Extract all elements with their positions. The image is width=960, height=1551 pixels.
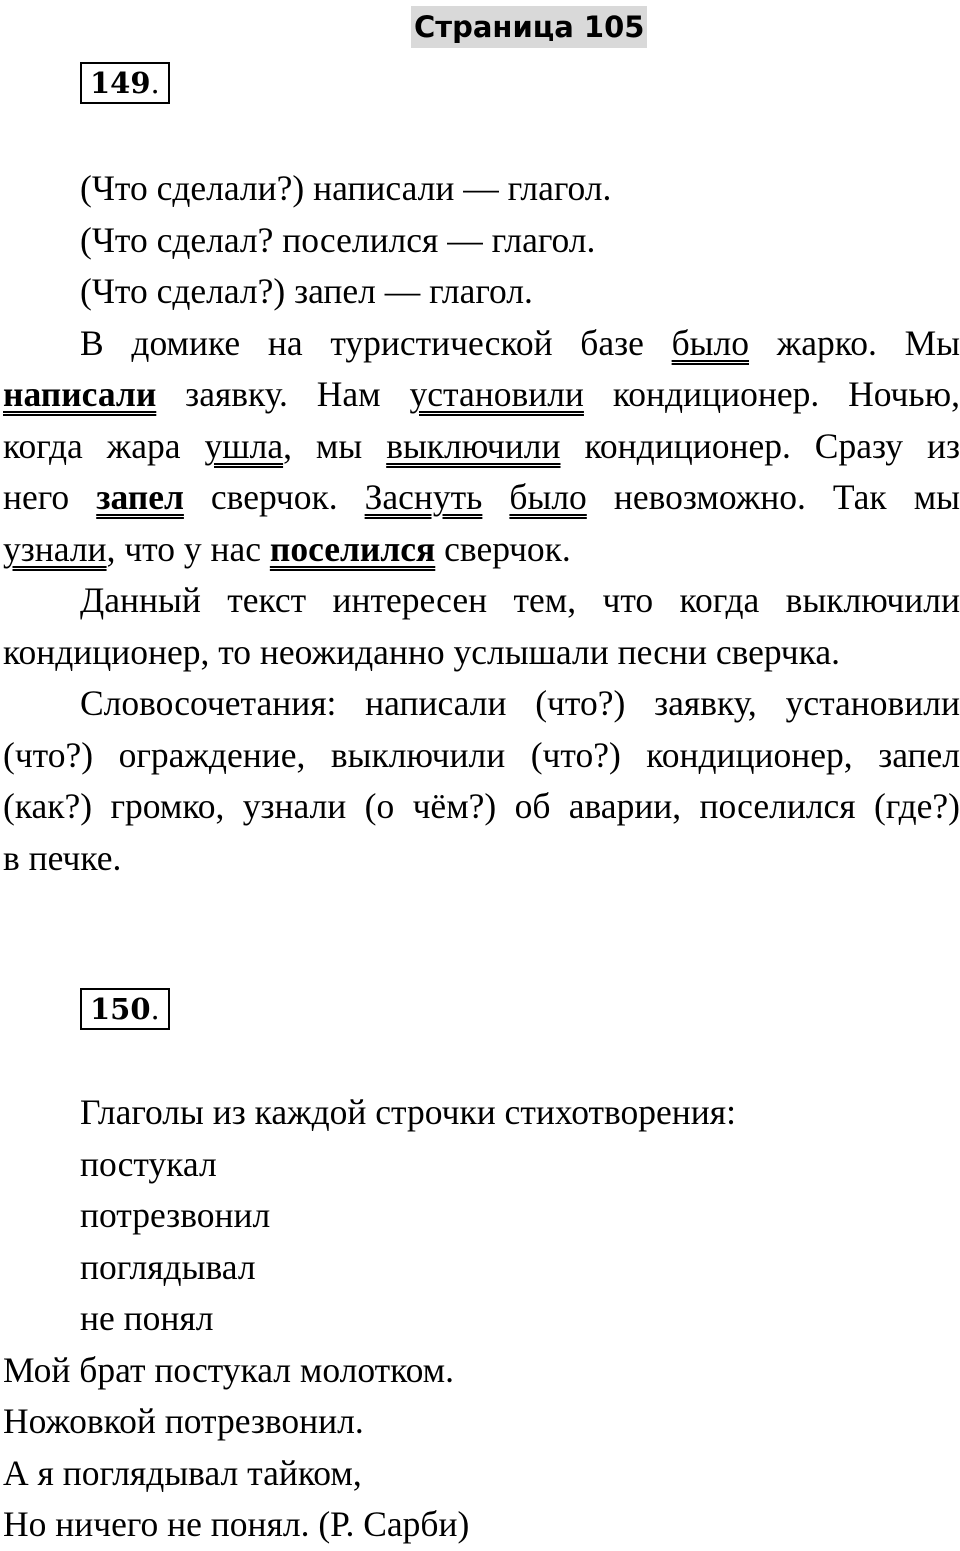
paragraph-line: (что?) ограждение, выключили (что?) кондиционер, запел: [3, 734, 960, 775]
predicate-word-bold: написали: [3, 374, 157, 414]
paragraph-line: [3, 369, 960, 421]
predicate-word: Заснуть: [364, 477, 483, 517]
text-fragment: когда жара: [3, 425, 205, 466]
text-fragment: , что у нас: [106, 528, 270, 569]
predicate-word-bold: запел: [96, 477, 184, 517]
paragraph-line: Данный текст интересен тем, что когда выключили: [80, 580, 960, 620]
text-fragment: сверчок.: [183, 477, 365, 517]
verb-item: не понял: [80, 1298, 214, 1338]
task-number-150: [80, 988, 170, 1030]
task-number-text: 150: [90, 992, 151, 1026]
verb-item: постукал: [80, 1143, 217, 1184]
predicate-word: узнали: [3, 528, 107, 569]
task-number-dot: .: [150, 992, 160, 1026]
paragraph-line: [3, 421, 960, 473]
text-fragment: жарко. Мы: [749, 322, 960, 363]
text-fragment: него: [3, 477, 97, 517]
predicate-word: установили: [409, 374, 584, 414]
predicate-word: ушла: [204, 425, 284, 466]
paragraph-line: [3, 524, 960, 576]
poem-line: А я поглядывал тайком,: [3, 1452, 362, 1493]
text-fragment: , мы: [283, 425, 387, 466]
text-fragment: заявку. Нам: [156, 374, 410, 414]
predicate-word-bold: поселился: [269, 528, 436, 569]
poem-line: Ножовкой потрезвонил.: [3, 1401, 364, 1441]
answer-line: (Что сделали?) написали — глагол.: [80, 168, 612, 208]
intro-line: Глаголы из каждой строчки стихотворения:: [80, 1092, 736, 1132]
predicate-word: было: [509, 477, 587, 517]
task-number-text: 149: [90, 66, 151, 100]
predicate-word: выключили: [386, 425, 561, 466]
answer-line: (Что сделал?) запел — глагол.: [80, 271, 533, 311]
task-number-149: [80, 62, 170, 104]
text-fragment: невозможно. Так мы: [586, 477, 960, 517]
text-fragment: [482, 477, 509, 517]
predicate-word: было: [671, 322, 750, 363]
paragraph-line: Словосочетания: написали (что?) заявку, установили: [80, 683, 960, 723]
paragraph-line: в печке.: [3, 837, 122, 878]
paragraph-line: [3, 318, 960, 370]
text-fragment: кондиционер. Ночью,: [583, 374, 960, 414]
task-149-body: [3, 163, 960, 884]
poem-line: Но ничего не понял. (Р. Сарби): [3, 1504, 470, 1544]
page-title: Страница 105: [411, 6, 647, 48]
verb-item: поглядывал: [80, 1246, 256, 1287]
poem-line: Мой брат постукал молотком.: [3, 1349, 455, 1390]
text-fragment: В домике на туристической базе: [80, 322, 672, 363]
paragraph-line: кондиционер, то неожиданно услышали песни сверчка.: [3, 631, 840, 672]
text-fragment: сверчок.: [435, 528, 571, 569]
verb-item: потрезвонил: [80, 1195, 271, 1235]
task-number-dot: .: [150, 66, 160, 100]
paragraph-line: (как?) громко, узнали (о чём?) об аварии, поселился (где?): [3, 786, 960, 826]
text-fragment: кондиционер. Сразу из: [560, 425, 960, 466]
paragraph-line: [3, 472, 960, 524]
task-150-body: [3, 1087, 960, 1551]
answer-line: (Что сделал? поселился — глагол.: [80, 219, 596, 260]
